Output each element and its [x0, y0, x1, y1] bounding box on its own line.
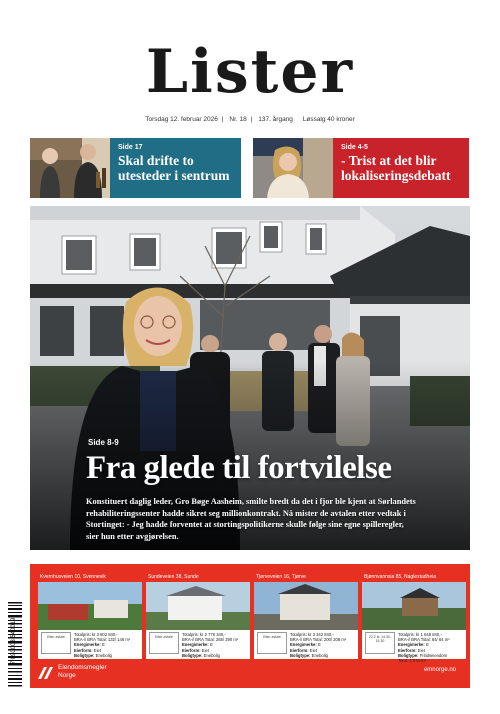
listing-energy: E [425, 642, 429, 648]
listing-card[interactable]: Kvernhusveien 10, Svennevik Etter avtale Totalpris: kr 3 802 840,- BRA-i/ BRA Total: 132/ 146 m² Energimerke: E Eierform: Eiet Boligtype: Enebolig [38, 572, 142, 659]
listing-price: Totalpris: kr 3 802 840,- [74, 632, 118, 637]
teaser-photo-two-people [30, 138, 110, 198]
listing-card[interactable]: Sundeveien 38, Sunde Etter avtale Totalpris: kr 2 776 340,- BRA-i/ BRA Total: 268/ 290 m² Energimerke: E Eierform: Eiet Boligtype: Enebolig [146, 572, 250, 659]
listing-type: Enebolig [311, 652, 328, 658]
barcode-number: 7 090003 540019 [11, 617, 17, 665]
newspaper-logo: Lister [145, 37, 355, 107]
listing-address: Tjørveveien 16, Tjørve [254, 572, 358, 582]
issue-line: Torsdag 12. februar 2026 | Nr. 18 | 137. årgang Løssalg 40 kroner [145, 116, 355, 123]
lead-headline: Fra glede til fortvilelse [86, 450, 392, 486]
listing-price: Totalpris: kr 1 648 840,- [398, 632, 442, 637]
listing-photo [38, 582, 142, 630]
listing-type: Fritidseiendom [419, 652, 448, 658]
advertiser-brand[interactable]: Eiendomsmegler Norge [38, 664, 107, 679]
listing-area: BRA-i/ BRA Total: 132/ 146 m² [74, 637, 131, 643]
listing-plot: Tomt: 1 073 m² [398, 658, 426, 664]
teaser-lokaliseringsdebatt[interactable] [253, 138, 469, 198]
listing-card[interactable]: Bjønnvannsia 85, Naglestadheia 22.2 kl. 14.30-15.30 Totalpris: kr 1 648 840,- BRA-i/ BRA Total: 64/ 64 m² Energimerke: E Eierform: Eiet Boligtype: Fritidseiendom Tomt: 1 073 m² [362, 572, 466, 659]
listing-energy: E [209, 642, 213, 648]
listing-area: BRA-i/ BRA Total: 64/ 64 m² [398, 637, 450, 643]
teaser-utesteder[interactable] [30, 138, 241, 198]
listing-area: BRA-i/ BRA Total: 268/ 290 m² [182, 637, 239, 643]
lead-story[interactable] [30, 206, 470, 550]
listing-type: Enebolig [203, 652, 220, 658]
listing-address: Kvernhusveien 10, Svennevik [38, 572, 142, 582]
teaser-headline: Skal drifte to utesteder i sentrum [118, 153, 230, 183]
listing-card[interactable]: Tjørveveien 16, Tjørve Etter avtale Totalpris: kr 3 342 840,- BRA-i/ BRA Total: 200/ 208 m² Energimerke: E Eierform: Eiet Boligtype: Enebolig [254, 572, 358, 659]
listing-address: Bjønnvannsia 85, Naglestadheia [362, 572, 466, 582]
listing-price: Totalpris: kr 3 342 840,- [290, 632, 334, 637]
teaser-kicker: Side 17 [118, 144, 143, 151]
issue-volume: 137. årgang [258, 116, 293, 123]
masthead [0, 37, 500, 107]
eiendomsmegler-logo-icon [38, 665, 54, 679]
listing-energy: E [101, 642, 105, 648]
listing-type: Enebolig [95, 652, 112, 658]
advertiser-url[interactable]: emnorge.no [423, 667, 456, 673]
listing-price: Totalpris: kr 2 776 340,- [182, 632, 226, 637]
listing-photo [362, 582, 466, 630]
listing-viewing: 22.2 kl. 14.30-15.30 [365, 632, 395, 654]
listing-area: BRA-i/ BRA Total: 200/ 208 m² [290, 637, 347, 643]
listing-photo [146, 582, 250, 630]
listing-ownership: Eiet [93, 647, 102, 653]
issue-number: Nr. 18 [229, 116, 247, 123]
listing-ownership: Eiet [417, 647, 426, 653]
lead-kicker: Side 8-9 [88, 438, 119, 447]
listing-viewing: Etter avtale [149, 632, 179, 654]
listing-viewing: Etter avtale [257, 632, 287, 654]
teaser-photo-woman [253, 138, 333, 198]
real-estate-ad[interactable] [30, 564, 470, 688]
listing-energy: E [317, 642, 321, 648]
teaser-headline: - Trist at det blir lokaliseringsdebatt [341, 153, 451, 183]
listing-ownership: Eiet [309, 647, 318, 653]
listing-photo [254, 582, 358, 630]
teaser-kicker: Side 4-5 [341, 144, 368, 151]
lead-body: Konstituert daglig leder, Gro Bøge Aasheim, smilte bredt da det i fjor ble kjent at Sørlandets rehabiliteringssenter hadde sikret seg millionkontrakt. Nå mister de avtalen etter vedtak i Stortinget: - Jeg hadde forventet at stortingspolitikerne skulle følge sine egne spilleregler, sier hun etter avgjørelsen. [86, 497, 416, 541]
listing-ownership: Eiet [201, 647, 210, 653]
listing-viewing: Etter avtale [41, 632, 71, 654]
issue-date: Torsdag 12. februar 2026 [145, 116, 218, 123]
listing-address: Sundeveien 38, Sunde [146, 572, 250, 582]
issue-price: Løssalg 40 kroner [302, 116, 355, 123]
